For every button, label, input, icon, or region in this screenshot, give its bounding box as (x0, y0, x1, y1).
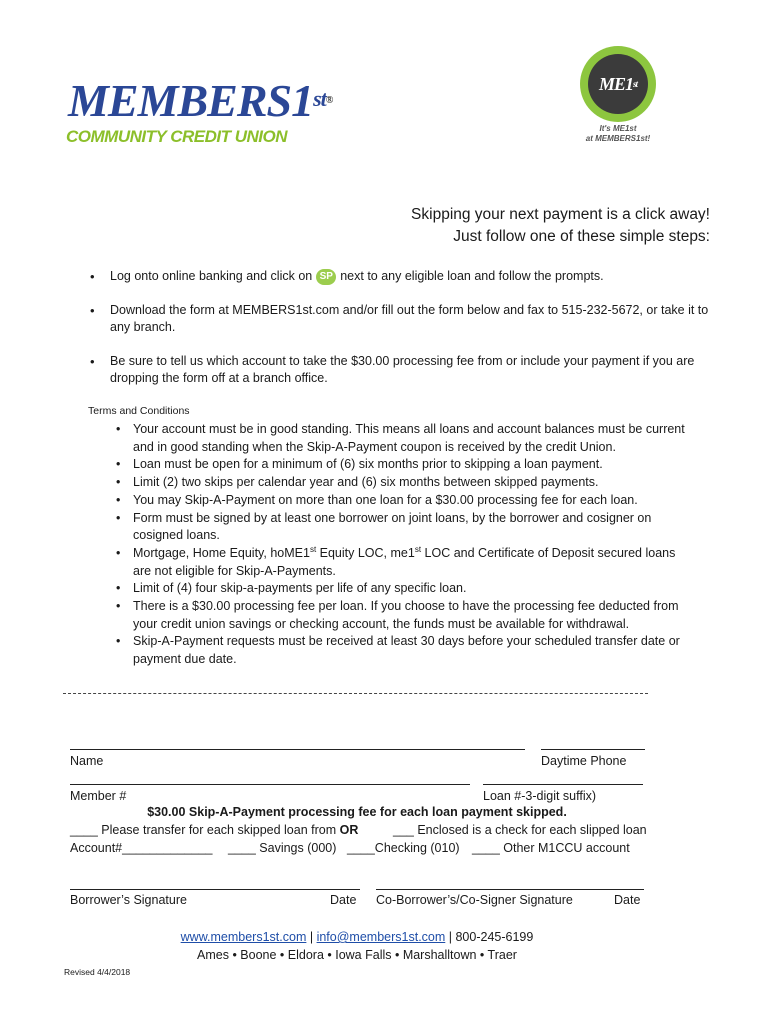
term-item: • There is a $30.00 processing fee per loan. If you choose to have the processing fee deducted from your credit union savings or checking account, the funds must be available for withdrawal. (116, 598, 696, 633)
step-online-banking: • Log onto online banking and click on SP next to any eligible loan and follow the prompts. (90, 268, 710, 285)
terms-list (116, 421, 696, 669)
term-item-mortgage: • Mortgage, Home Equity, hoME1st Equity LOC, me1st LOC and Certificate of Deposit secured loans are not eligible for Skip-A-Payments. (116, 545, 696, 580)
coborrower-signature-label: Co-Borrower’s/Co-Signer Signature (376, 893, 573, 907)
enclosed-check-option[interactable]: ___ Enclosed is a check for each slipped loan (393, 823, 647, 837)
cut-line-divider (63, 693, 648, 694)
email-link[interactable]: info@members1st.com (316, 930, 446, 944)
fee-notice: $30.00 Skip-A-Payment processing fee for each loan payment skipped. (147, 805, 567, 819)
account-number-field[interactable]: Account#_____________ (70, 841, 213, 855)
loan-label: Loan #-3-digit suffix) (483, 789, 597, 803)
checking-option[interactable]: ____Checking (010) (347, 841, 460, 855)
term-item: • Limit (2) two skips per calendar year and (6) six months between skipped payments. (116, 474, 696, 492)
revision-date: Revised 4/4/2018 (64, 967, 131, 977)
coborrower-signature-line[interactable] (376, 889, 644, 890)
badge-tagline: It's ME1st at MEMBERS1st! (585, 124, 651, 143)
transfer-option[interactable]: ____ Please transfer for each skipped loan from OR (70, 823, 359, 837)
footer-contact: www.members1st.com | info@members1st.com | 800-245-6199 (180, 930, 534, 944)
term-item: • Skip-A-Payment requests must be received at least 30 days before your scheduled transfer date or payment due date. (116, 633, 696, 668)
me1st-badge-icon: ME1 st (580, 46, 656, 122)
borrower-signature-line[interactable] (70, 889, 360, 890)
savings-option[interactable]: ____ Savings (000) (228, 841, 337, 855)
term-item: • You may Skip-A-Payment on more than one loan for a $30.00 processing fee for each loan. (116, 492, 696, 510)
step-processing-fee: • Be sure to tell us which account to take the $30.00 processing fee from or include your payment if you are dropping the form off at a branch office. (90, 353, 710, 387)
term-item: • Form must be signed by at least one borrower on joint loans, by the borrower and cosigner on cosigned loans. (116, 510, 696, 545)
member-label: Member # (70, 789, 127, 803)
daytime-phone-label: Daytime Phone (541, 754, 627, 768)
step-download-form: • Download the form at MEMBERS1st.com and/or fill out the form below and fax to 515-232-5672, or take it to any branch. (90, 302, 710, 336)
website-link[interactable]: www.members1st.com (180, 930, 307, 944)
terms-title: Terms and Conditions (88, 405, 190, 417)
skip-payment-icon: SP (316, 269, 336, 285)
term-item: • Limit of (4) four skip-a-payments per life of any specific loan. (116, 580, 696, 598)
name-field-line[interactable] (70, 749, 525, 750)
members1st-logo: $MEMBERS1^{st®}$ (68, 75, 333, 126)
name-label: Name (70, 754, 104, 768)
member-field-line[interactable] (70, 784, 470, 785)
other-account-option[interactable]: ____ Other M1CCU account (472, 841, 630, 855)
coborrower-date-label: Date (614, 893, 641, 907)
term-item: • Loan must be open for a minimum of (6) six months prior to skipping a loan payment. (116, 456, 696, 474)
loan-field-line[interactable] (483, 784, 643, 785)
borrower-date-label: Date (330, 893, 357, 907)
steps-list (90, 268, 710, 404)
borrower-signature-label: Borrower’s Signature (70, 893, 187, 907)
term-item: • Your account must be in good standing. This means all loans and account balances must be current and in good standing when the Skip-A-Payment coupon is received by the credit Union. (116, 421, 696, 456)
phone-number: 800-245-6199 (455, 930, 534, 944)
branch-cities: Ames • Boone • Eldora • Iowa Falls • Marshalltown • Traer (197, 948, 517, 962)
headline: Skipping your next payment is a click away! Just follow one of these simple steps: (411, 206, 710, 245)
logo-subtitle: COMMUNITY CREDIT UNION (66, 127, 288, 146)
phone-field-line[interactable] (541, 749, 645, 750)
